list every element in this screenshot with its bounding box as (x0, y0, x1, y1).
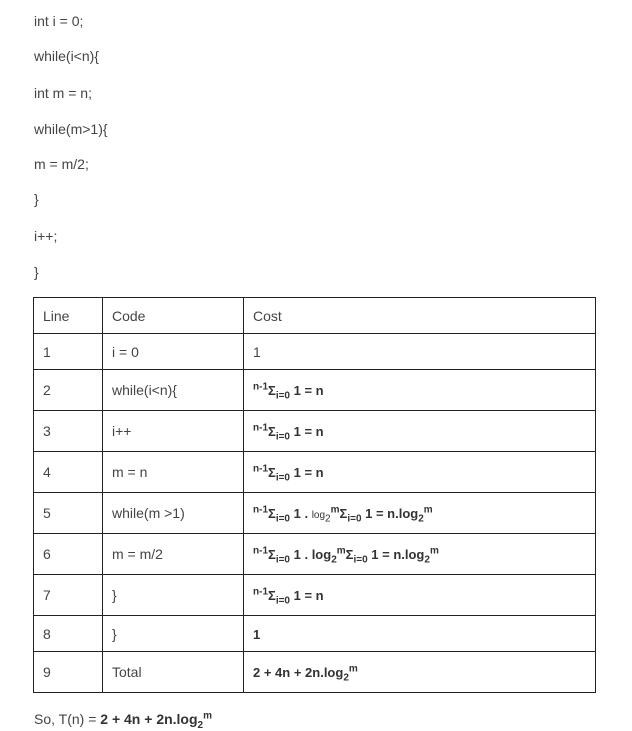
table-row (34, 652, 596, 693)
line-cell: 1 (34, 334, 103, 370)
table-row (34, 616, 596, 652)
total-formula: $2 + 4n + 2n.\log_2^m$ (253, 663, 358, 684)
code-cell: } (103, 575, 244, 616)
code-cell: while(i<n){ (103, 370, 244, 411)
code-cell: m = m/2 (103, 534, 244, 575)
code-cell: } (103, 616, 244, 652)
code-line: m = m/2; (34, 156, 89, 172)
code-line: } (34, 191, 39, 207)
cost-cell (244, 493, 596, 534)
table-row (34, 334, 596, 370)
cost-cell (244, 370, 596, 411)
line-cell: 5 (34, 493, 103, 534)
line-cell: 2 (34, 370, 103, 411)
code-cell: i++ (103, 411, 244, 452)
code-line: } (34, 264, 39, 280)
cost-cell (244, 411, 596, 452)
line-cell: 7 (34, 575, 103, 616)
header-cost: Cost (244, 298, 596, 334)
table-header-row (34, 298, 596, 334)
cost-cell (244, 652, 596, 693)
code-cell: Total (103, 652, 244, 693)
summary-formula: $2 + 4n + 2n.\log_2^m$ (100, 710, 213, 731)
code-line: i++; (34, 228, 58, 244)
table-row (34, 534, 596, 575)
code-cell: i = 0 (103, 334, 244, 370)
line-cell: 9 (34, 652, 103, 693)
cost-cell: 1 (244, 616, 596, 652)
code-line: int i = 0; (34, 13, 84, 29)
cost-cell: 1 (244, 334, 596, 370)
table-row (34, 575, 596, 616)
complexity-summary (34, 710, 213, 731)
table-row (34, 370, 596, 411)
cost-formula: $^{n-1}\Sigma_{i=0}$ 1 = n (253, 463, 324, 484)
code-line: int m = n; (34, 85, 92, 101)
header-code: Code (103, 298, 244, 334)
code-line: while(m>1){ (34, 121, 108, 137)
cost-formula: $^{n-1}\Sigma_{i=0}$ 1 . $\log_2^m\Sigma_{i=0}$ $1 = n.\log_2^m$ (253, 504, 433, 525)
table-row (34, 452, 596, 493)
line-cell: 4 (34, 452, 103, 493)
table-row (34, 411, 596, 452)
line-cell: 6 (34, 534, 103, 575)
cost-table (33, 297, 596, 693)
cost-formula: $^{n-1}\Sigma_{i=0}$ 1 = n (253, 422, 324, 443)
summary-prefix: So, T(n) = (34, 711, 101, 727)
cost-formula: $^{n-1}\Sigma_{i=0}$ 1 = n (253, 586, 324, 607)
line-cell: 3 (34, 411, 103, 452)
cost-formula: $^{n-1}\Sigma_{i=0}$ 1 . $\log_2^m\Sigma_{i=0}$ $1 = n.\log_2^m$ (253, 545, 439, 566)
cost-cell (244, 575, 596, 616)
cost-cell (244, 452, 596, 493)
cost-cell (244, 534, 596, 575)
cost-formula: $^{n-1}\Sigma_{i=0}$ 1 = n (253, 381, 324, 402)
code-cell: while(m >1) (103, 493, 244, 534)
header-line: Line (34, 298, 103, 334)
table-row (34, 493, 596, 534)
code-cell: m = n (103, 452, 244, 493)
code-line: while(i<n){ (34, 48, 99, 64)
line-cell: 8 (34, 616, 103, 652)
